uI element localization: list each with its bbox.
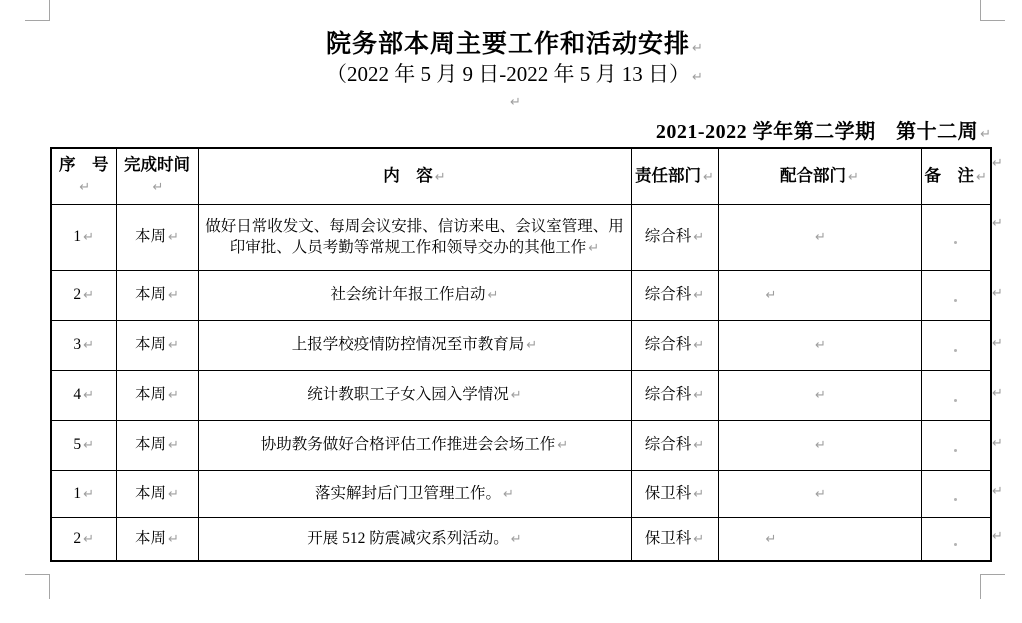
pilcrow-icon: ↵ xyxy=(588,240,600,256)
cell-content[interactable]: 开展 512 防震减灾系列活动。 ↵ xyxy=(198,517,631,561)
end-of-row-mark-icon: ↵ xyxy=(992,529,1003,544)
pilcrow-icon: ↵ xyxy=(765,288,777,303)
cell-time[interactable]: 本周 ↵ xyxy=(116,470,198,517)
cell-note[interactable] xyxy=(921,370,991,420)
table-row xyxy=(51,204,991,270)
pilcrow-icon: ↵ xyxy=(152,180,164,196)
cell-time[interactable]: 本周 ↵ xyxy=(116,204,198,270)
header-cell-no[interactable]: 序 号↵ xyxy=(51,148,116,204)
pilcrow-icon: ↵ xyxy=(980,127,991,142)
pilcrow-icon: ↵ xyxy=(168,338,179,353)
pilcrow-icon: ↵ xyxy=(815,338,826,353)
pilcrow-icon: ↵ xyxy=(79,180,91,196)
header-cell-coop[interactable]: 配合部门 ↵ xyxy=(718,148,921,204)
pilcrow-icon: ↵ xyxy=(693,388,705,403)
pilcrow-icon: ↵ xyxy=(976,169,987,185)
table-row xyxy=(51,320,991,370)
pilcrow-icon: ↵ xyxy=(83,531,95,547)
pilcrow-icon: ↵ xyxy=(83,338,95,353)
table-row xyxy=(51,270,991,320)
crop-mark-bottom-left-icon xyxy=(25,574,50,599)
cell-content[interactable]: 落实解封后门卫管理工作。 ↵ xyxy=(198,470,631,517)
pilcrow-icon: ↵ xyxy=(83,486,95,502)
table-row xyxy=(51,517,991,561)
cell-coop[interactable] xyxy=(718,420,921,470)
note-dot-icon xyxy=(954,399,957,402)
pilcrow-icon: ↵ xyxy=(526,338,538,353)
end-of-row-mark-icon: ↵ xyxy=(992,286,1003,301)
pilcrow-icon: ↵ xyxy=(510,95,521,110)
cell-no[interactable]: 3 ↵ xyxy=(51,320,116,370)
header-cell-dept[interactable]: 责任部门 ↵ xyxy=(631,148,718,204)
end-of-row-mark-icon: ↵ xyxy=(992,216,1003,231)
cell-dept[interactable]: 综合科 ↵ xyxy=(631,204,718,270)
cell-dept[interactable]: 综合科 ↵ xyxy=(631,320,718,370)
pilcrow-icon: ↵ xyxy=(510,531,522,547)
pilcrow-icon: ↵ xyxy=(693,438,705,453)
cell-dept[interactable]: 保卫科 ↵ xyxy=(631,517,718,561)
note-dot-icon xyxy=(954,241,957,244)
cell-coop[interactable] xyxy=(718,517,921,561)
pilcrow-icon: ↵ xyxy=(703,169,714,185)
pilcrow-icon: ↵ xyxy=(693,531,705,547)
pilcrow-icon: ↵ xyxy=(693,230,705,245)
cell-time[interactable]: 本周 ↵ xyxy=(116,320,198,370)
pilcrow-icon: ↵ xyxy=(693,288,705,303)
cell-note[interactable] xyxy=(921,470,991,517)
cell-time[interactable]: 本周 ↵ xyxy=(116,517,198,561)
cell-coop[interactable] xyxy=(718,370,921,420)
cell-no[interactable]: 1 ↵ xyxy=(51,470,116,517)
pilcrow-icon: ↵ xyxy=(168,388,179,403)
page-title-text: 院务部本周主要工作和活动安排 xyxy=(326,30,691,58)
pilcrow-icon: ↵ xyxy=(83,438,95,453)
header-cell-note[interactable]: 备 注 ↵ xyxy=(921,148,991,204)
pilcrow-icon: ↵ xyxy=(434,169,446,185)
cell-note[interactable] xyxy=(921,270,991,320)
cell-no[interactable]: 2 ↵ xyxy=(51,270,116,320)
page-subtitle[interactable] xyxy=(49,58,980,88)
cell-note[interactable] xyxy=(921,517,991,561)
crop-mark-bottom-right-icon xyxy=(980,574,1005,599)
pilcrow-icon: ↵ xyxy=(83,230,95,245)
cell-no[interactable]: 2 ↵ xyxy=(51,517,116,561)
pilcrow-icon: ↵ xyxy=(815,230,826,245)
pilcrow-icon: ↵ xyxy=(815,486,826,502)
end-of-row-mark-icon: ↵ xyxy=(992,156,1003,171)
table-header-row xyxy=(51,148,991,204)
cell-no[interactable]: 1 ↵ xyxy=(51,204,116,270)
pilcrow-icon: ↵ xyxy=(693,338,705,353)
pilcrow-icon: ↵ xyxy=(815,438,826,453)
cell-content[interactable]: 做好日常收发文、每周会议安排、信访来电、会议室管理、用印审批、人员考勤等常规工作和领导交办的其他工作 ↵ xyxy=(198,204,631,270)
note-dot-icon xyxy=(954,498,957,501)
pilcrow-icon: ↵ xyxy=(168,230,179,245)
cell-note[interactable] xyxy=(921,320,991,370)
page-title[interactable] xyxy=(49,24,980,60)
pilcrow-icon: ↵ xyxy=(815,388,826,403)
table-row xyxy=(51,370,991,420)
pilcrow-icon: ↵ xyxy=(692,41,703,56)
cell-content[interactable]: 上报学校疫情防控情况至市教育局 ↵ xyxy=(198,320,631,370)
cell-coop[interactable] xyxy=(718,320,921,370)
pilcrow-icon: ↵ xyxy=(693,486,705,502)
cell-content[interactable]: 协助教务做好合格评估工作推进会会场工作 ↵ xyxy=(198,420,631,470)
pilcrow-icon: ↵ xyxy=(692,70,703,85)
cell-note[interactable] xyxy=(921,204,991,270)
note-dot-icon xyxy=(954,449,957,452)
note-dot-icon xyxy=(954,349,957,352)
note-dot-icon xyxy=(954,543,957,546)
header-cell-content[interactable]: 内 容 ↵ xyxy=(198,148,631,204)
cell-content[interactable]: 社会统计年报工作启动 ↵ xyxy=(198,270,631,320)
crop-mark-top-left-icon xyxy=(25,0,50,21)
pilcrow-icon: ↵ xyxy=(765,531,777,547)
pilcrow-icon: ↵ xyxy=(168,531,179,547)
table-row xyxy=(51,470,991,517)
cell-coop[interactable] xyxy=(718,204,921,270)
cell-time[interactable]: 本周 ↵ xyxy=(116,270,198,320)
cell-time[interactable]: 本周 ↵ xyxy=(116,370,198,420)
cell-note[interactable] xyxy=(921,420,991,470)
cell-dept[interactable]: 综合科 ↵ xyxy=(631,270,718,320)
pilcrow-icon: ↵ xyxy=(557,438,569,453)
header-cell-time[interactable]: 完成时间↵ xyxy=(116,148,198,204)
end-of-row-mark-icon: ↵ xyxy=(992,484,1003,499)
pilcrow-icon: ↵ xyxy=(168,486,179,502)
pilcrow-icon: ↵ xyxy=(510,388,522,403)
pilcrow-icon: ↵ xyxy=(168,438,179,453)
work-table xyxy=(50,147,992,562)
end-of-row-mark-icon: ↵ xyxy=(992,386,1003,401)
pilcrow-icon: ↵ xyxy=(168,288,179,303)
pilcrow-icon: ↵ xyxy=(848,169,859,185)
pilcrow-icon: ↵ xyxy=(83,288,95,303)
end-of-row-mark-icon: ↵ xyxy=(992,336,1003,351)
cell-no[interactable]: 5 ↵ xyxy=(51,420,116,470)
cell-no[interactable]: 4 ↵ xyxy=(51,370,116,420)
semester-week-line[interactable] xyxy=(49,115,991,144)
note-dot-icon xyxy=(954,299,957,302)
pilcrow-icon: ↵ xyxy=(83,388,95,403)
cell-dept[interactable]: 综合科 ↵ xyxy=(631,370,718,420)
end-of-row-mark-icon: ↵ xyxy=(992,436,1003,451)
page-subtitle-text: （2022 年 5 月 9 日-2022 年 5 月 13 日） xyxy=(326,62,691,86)
cell-coop[interactable] xyxy=(718,470,921,517)
empty-paragraph[interactable] xyxy=(49,93,980,111)
crop-mark-top-right-icon xyxy=(980,0,1005,21)
cell-dept[interactable]: 保卫科 ↵ xyxy=(631,470,718,517)
cell-content[interactable]: 统计教职工子女入园入学情况 ↵ xyxy=(198,370,631,420)
table-row xyxy=(51,420,991,470)
cell-dept[interactable]: 综合科 ↵ xyxy=(631,420,718,470)
semester-week-text: 2021-2022 学年第二学期 第十二周 xyxy=(655,121,979,143)
cell-time[interactable]: 本周 ↵ xyxy=(116,420,198,470)
pilcrow-icon: ↵ xyxy=(503,486,514,502)
cell-coop[interactable] xyxy=(718,270,921,320)
pilcrow-icon: ↵ xyxy=(487,288,499,303)
